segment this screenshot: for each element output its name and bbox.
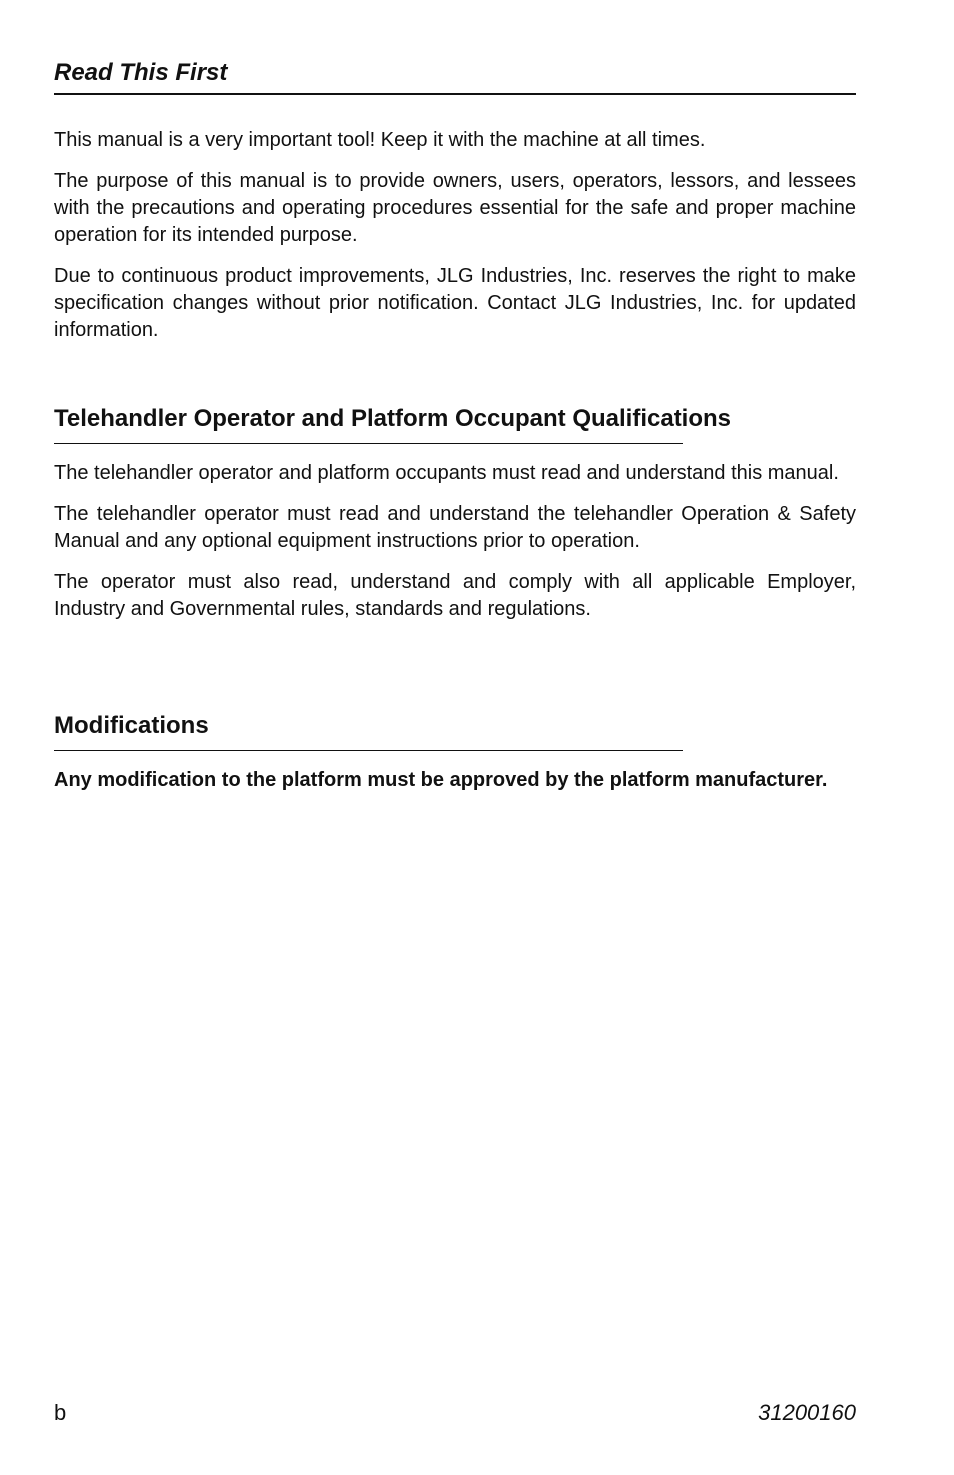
page-label: b bbox=[54, 1400, 67, 1425]
intro-paragraph: The purpose of this manual is to provide owners, users, operators, lessors, and lessees with the precautions and operating procedures essential for the safe and proper machine operation for its intended purpose. bbox=[54, 170, 856, 246]
modifications-heading: Modifications bbox=[54, 712, 209, 739]
qualifications-section bbox=[54, 460, 856, 623]
qualifications-heading: Telehandler Operator and Platform Occupant Qualifications bbox=[54, 405, 732, 432]
page-header-title: Read This First bbox=[54, 59, 228, 86]
qualifications-paragraph: The telehandler operator and platform occupants must read and understand this manual. bbox=[54, 462, 839, 484]
modifications-paragraph: Any modification to the platform must be approved by the platform manufacturer. bbox=[54, 769, 828, 791]
modifications-divider bbox=[54, 750, 683, 751]
modifications-section bbox=[54, 767, 856, 794]
qualifications-divider bbox=[54, 443, 683, 444]
intro-paragraph: Due to continuous product improvements, JLG Industries, Inc. reserves the right to make specification changes without prior notification. Contact JLG Industries, Inc. for updated information. bbox=[54, 265, 856, 341]
document-number: 31200160 bbox=[758, 1400, 856, 1425]
qualifications-paragraph: The telehandler operator must read and understand the telehandler Operation & Safety Manual and any optional equipment instructions prior to operation. bbox=[54, 503, 856, 552]
qualifications-paragraph: The operator must also read, understand and comply with all applicable Employer, Industry and Governmental rules, standards and regulations. bbox=[54, 571, 856, 620]
intro-section bbox=[54, 127, 856, 344]
header-divider bbox=[54, 93, 856, 95]
manual-page bbox=[54, 0, 856, 1475]
intro-paragraph: This manual is a very important tool! Keep it with the machine at all times. bbox=[54, 129, 706, 151]
